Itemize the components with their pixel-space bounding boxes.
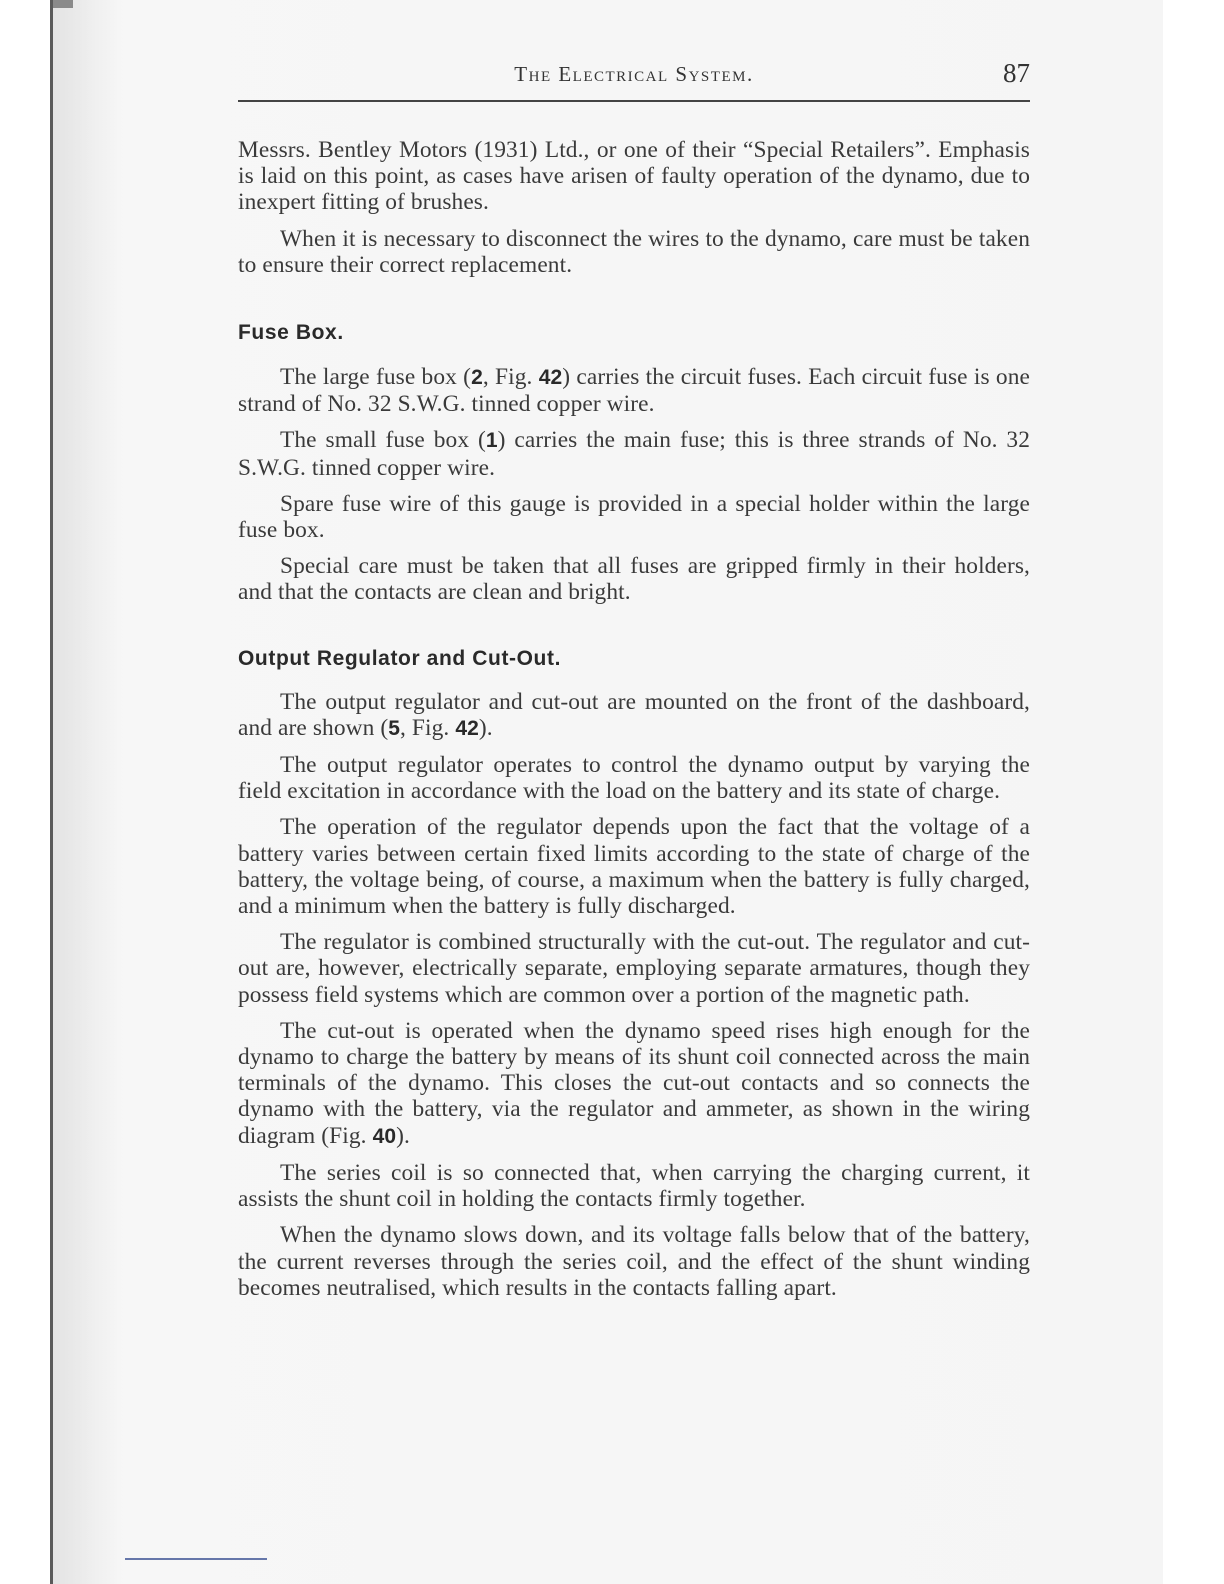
scan-shadow	[53, 0, 123, 1584]
figure-reference: 2	[471, 366, 483, 390]
fuse-box-paragraph-2: The small fuse box (1) carries the main fuse; this is three strands of No. 32 S.W.G. tinned copper wire.	[238, 427, 1030, 481]
running-header	[238, 58, 1030, 100]
regulator-paragraph-5: The cut-out is operated when the dynamo speed rises high enough for the dynamo to charge the battery by means of its shunt coil connected across the main terminals of the dynamo. This closes the cut-out contacts and so connects the dynamo with the battery, via the regulator and ammeter, as shown in the wiring diagram (Fig. 40).	[238, 1017, 1030, 1149]
figure-reference: 1	[485, 429, 498, 453]
section-heading-fuse-box: Fuse Box.	[238, 321, 344, 345]
regulator-paragraph-2: The output regulator operates to control the dynamo output by varying the field excitation in accordance with the load on the battery and its state of charge.	[238, 752, 1030, 805]
section-heading-output-regulator: Output Regulator and Cut-Out.	[238, 646, 562, 670]
intro-paragraph-1: Messrs. Bentley Motors (1931) Ltd., or one of their “Special Retailers”. Emphasis is laid on this point, as cases have arisen of faulty operation of the dynamo, due to inexpert fitting of brushes.	[238, 137, 1030, 216]
figure-reference: 42	[538, 366, 563, 390]
figure-reference: 40	[372, 1124, 397, 1148]
regulator-paragraph-1: The output regulator and cut-out are mounted on the front of the dashboard, and are shown (5, Fig. 42).	[238, 688, 1030, 741]
fuse-box-paragraph-4: Special care must be taken that all fuses are gripped firmly in their holders, and that the contacts are clean and bright.	[238, 553, 1030, 606]
figure-reference: 42	[455, 716, 479, 740]
regulator-paragraph-7: When the dynamo slows down, and its voltage falls below that of the battery, the current reverses through the series coil, and the effect of the shunt winding becomes neutralised, which results in the contacts falling apart.	[238, 1222, 1030, 1301]
regulator-paragraph-4: The regulator is combined structurally with the cut-out. The regulator and cut-out are, however, electrically separate, employing separate armatures, though they possess field systems which are common over a portion of the magnetic path.	[238, 929, 1030, 1008]
figure-reference: 5	[388, 716, 401, 740]
page-number: 87	[1003, 58, 1030, 88]
header-title: The Electrical System.	[514, 62, 754, 86]
regulator-paragraph-3: The operation of the regulator depends upon the fact that the voltage of a battery varies between certain fixed limits according to the state of charge of the battery, the voltage being, of course, a maximum when the battery is fully charged, and a minimum when the battery is fully discharged.	[238, 814, 1030, 920]
bottom-edge-mark	[125, 1558, 267, 1560]
page-body	[238, 137, 1030, 1311]
intro-paragraph-2: When it is necessary to disconnect the wires to the dynamo, care must be taken to ensure their correct replacement.	[238, 225, 1030, 278]
corner-mark	[53, 0, 73, 8]
header-rule	[238, 100, 1030, 102]
regulator-paragraph-6: The series coil is so connected that, when carrying the charging current, it assists the shunt coil in holding the contacts firmly together.	[238, 1159, 1030, 1213]
fuse-box-paragraph-1: The large fuse box (2, Fig. 42) carries the circuit fuses. Each circuit fuse is one strand of No. 32 S.W.G. tinned copper wire.	[238, 364, 1030, 418]
fuse-box-paragraph-3: Spare fuse wire of this gauge is provided in a special holder within the large fuse box.	[238, 490, 1030, 544]
